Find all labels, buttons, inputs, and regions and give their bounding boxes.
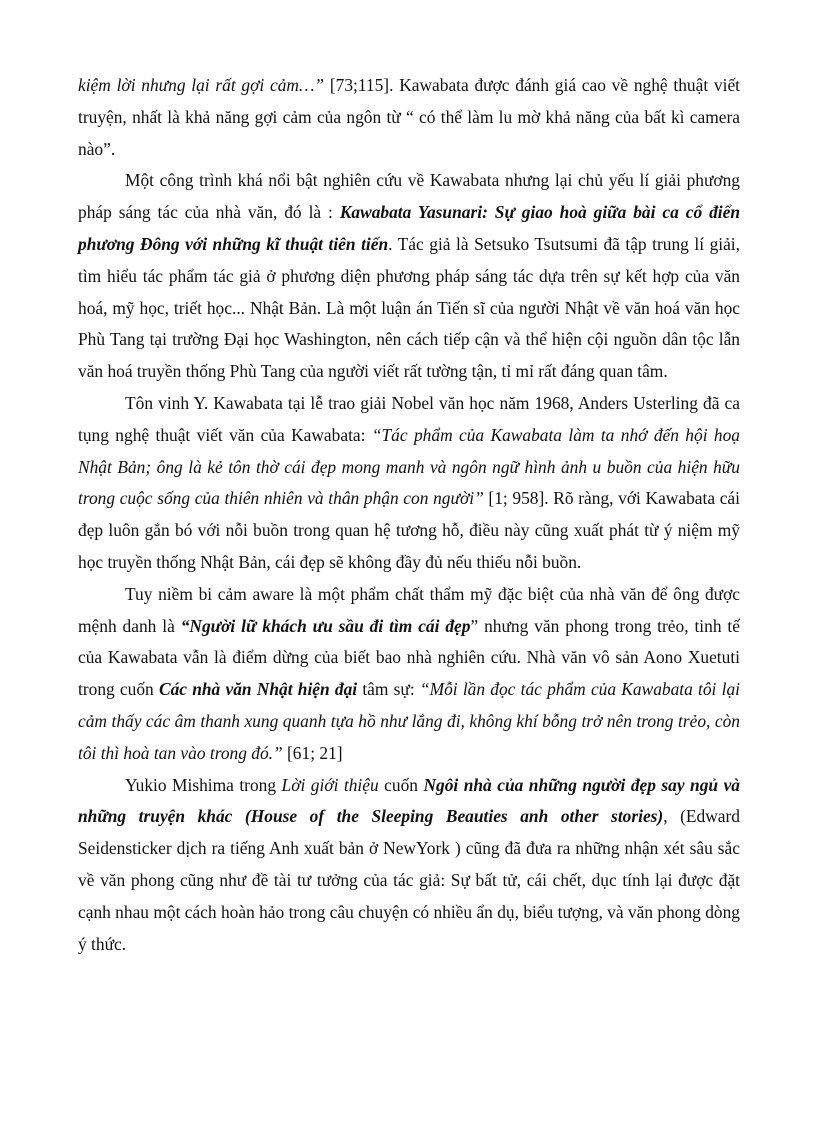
paragraph-4	[78, 579, 740, 770]
work-title: Các nhà văn Nhật hiện đại	[158, 679, 358, 700]
body-text: , (Edward Seidensticker dịch ra tiếng Anh xuất bản ở NewYork ) cũng đã đưa ra những nhận xét sâu sắc về văn phong cũng như đề tài tư tưởng của tác giả: Sự bất tử, cái chết, dục tính lại được đặt cạnh nhau một cách hoàn hảo trong câu chuyện có nhiều ẩn dụ, biểu tượng, và văn phong dòng ý thức.	[78, 806, 740, 954]
paragraph-2	[78, 165, 740, 388]
quote-continuation: kiệm lời nhưng lại rất gợi cảm…”	[78, 75, 325, 95]
paragraph-3	[78, 388, 740, 579]
body-text: cuốn	[378, 774, 424, 795]
body-text: . Tác giả là Setsuko Tsutsumi đã tập trung lí giải, tìm hiểu tác phẩm tác giả ở phương diện phương pháp sáng tác dựa trên sự kết hợp của văn hoá, mỹ học, triết học... Nhật Bản. Là một luận án Tiến sĩ của người Nhật về văn hoá văn học Phù Tang tại trường Đại học Washington, nên cách tiếp cận và thể hiện cội nguồn dân tộc lẫn văn hoá truyền thống Phù Tang của người viết rất tường tận, tỉ mỉ rất đáng quan tâm.	[78, 233, 740, 382]
paragraph-1	[78, 70, 740, 165]
body-text: [1; 958]. Rõ ràng, với Kawabata cái đẹp luôn gắn bó với nỗi buồn trong quan hệ tương hỗ, điều này cũng xuất phát từ ý niệm mỹ học truyền thống Nhật Bản, cái đẹp sẽ không đầy đủ nếu thiếu nỗi buồn.	[78, 488, 740, 572]
document-page	[78, 70, 740, 960]
citation: [61; 21]	[282, 742, 343, 763]
quotation: “Tác phẩm của Kawabata làm ta nhớ đến hội hoạ Nhật Bản; ông là kẻ tôn thờ cái đẹp mong manh và ngôn ngữ hình ảnh u buồn của hiện hữu trong cuộc sống của thiên nhiên và thân phận con người”	[78, 424, 740, 509]
work-title: Kawabata Yasunari: Sự giao hoà giữa bài ca cổ điển phương Đông với những kĩ thuật tiên tiến	[78, 202, 740, 254]
body-text: Một công trình khá nổi bật nghiên cứu về Kawabata nhưng lại chủ yếu lí giải phương pháp sáng tác của nhà văn, đó là :	[78, 170, 740, 223]
body-text: Yukio Mishima trong	[125, 774, 282, 795]
work-title: Ngôi nhà của những người đẹp say ngủ và những truyện khác (House of the Sleeping Beauties anh other stories)	[78, 774, 740, 827]
work-title: Lời giới thiệu	[281, 774, 379, 795]
paragraph-5	[78, 770, 740, 961]
body-text: tâm sự:	[357, 679, 420, 700]
quotation: “Mỗi lần đọc tác phẩm của Kawabata tôi lại cảm thấy các âm thanh xung quanh tựa hồ như lắng đi, không khí bỗng trở nên trong trẻo, còn tôi thì hoà tan vào trong đó.”	[78, 679, 740, 763]
body-text: ” nhưng văn phong trong trẻo, tinh tế của Kawabata vẫn là điểm dừng của biết bao nhà nghiên cứu. Nhà văn vô sản Aono Xuetuti trong cuốn	[78, 615, 740, 700]
body-text: Tôn vinh Y. Kawabata tại lễ trao giải Nobel văn học năm 1968, Anders Usterling đã ca tụng nghệ thuật viết văn của Kawabata:	[78, 392, 740, 445]
epithet: “Người lữ khách ưu sầu đi tìm cái đẹp	[180, 615, 471, 636]
body-text: Tuy niềm bi cảm aware là một phẩm chất thẩm mỹ đặc biệt của nhà văn để ông được mệnh danh là	[78, 583, 740, 636]
body-text: [73;115]. Kawabata được đánh giá cao về nghệ thuật viết truyện, nhất là khả năng gợi cảm của ngôn từ “ có thể làm lu mờ khả năng của bất kì camera nào”.	[78, 75, 740, 159]
